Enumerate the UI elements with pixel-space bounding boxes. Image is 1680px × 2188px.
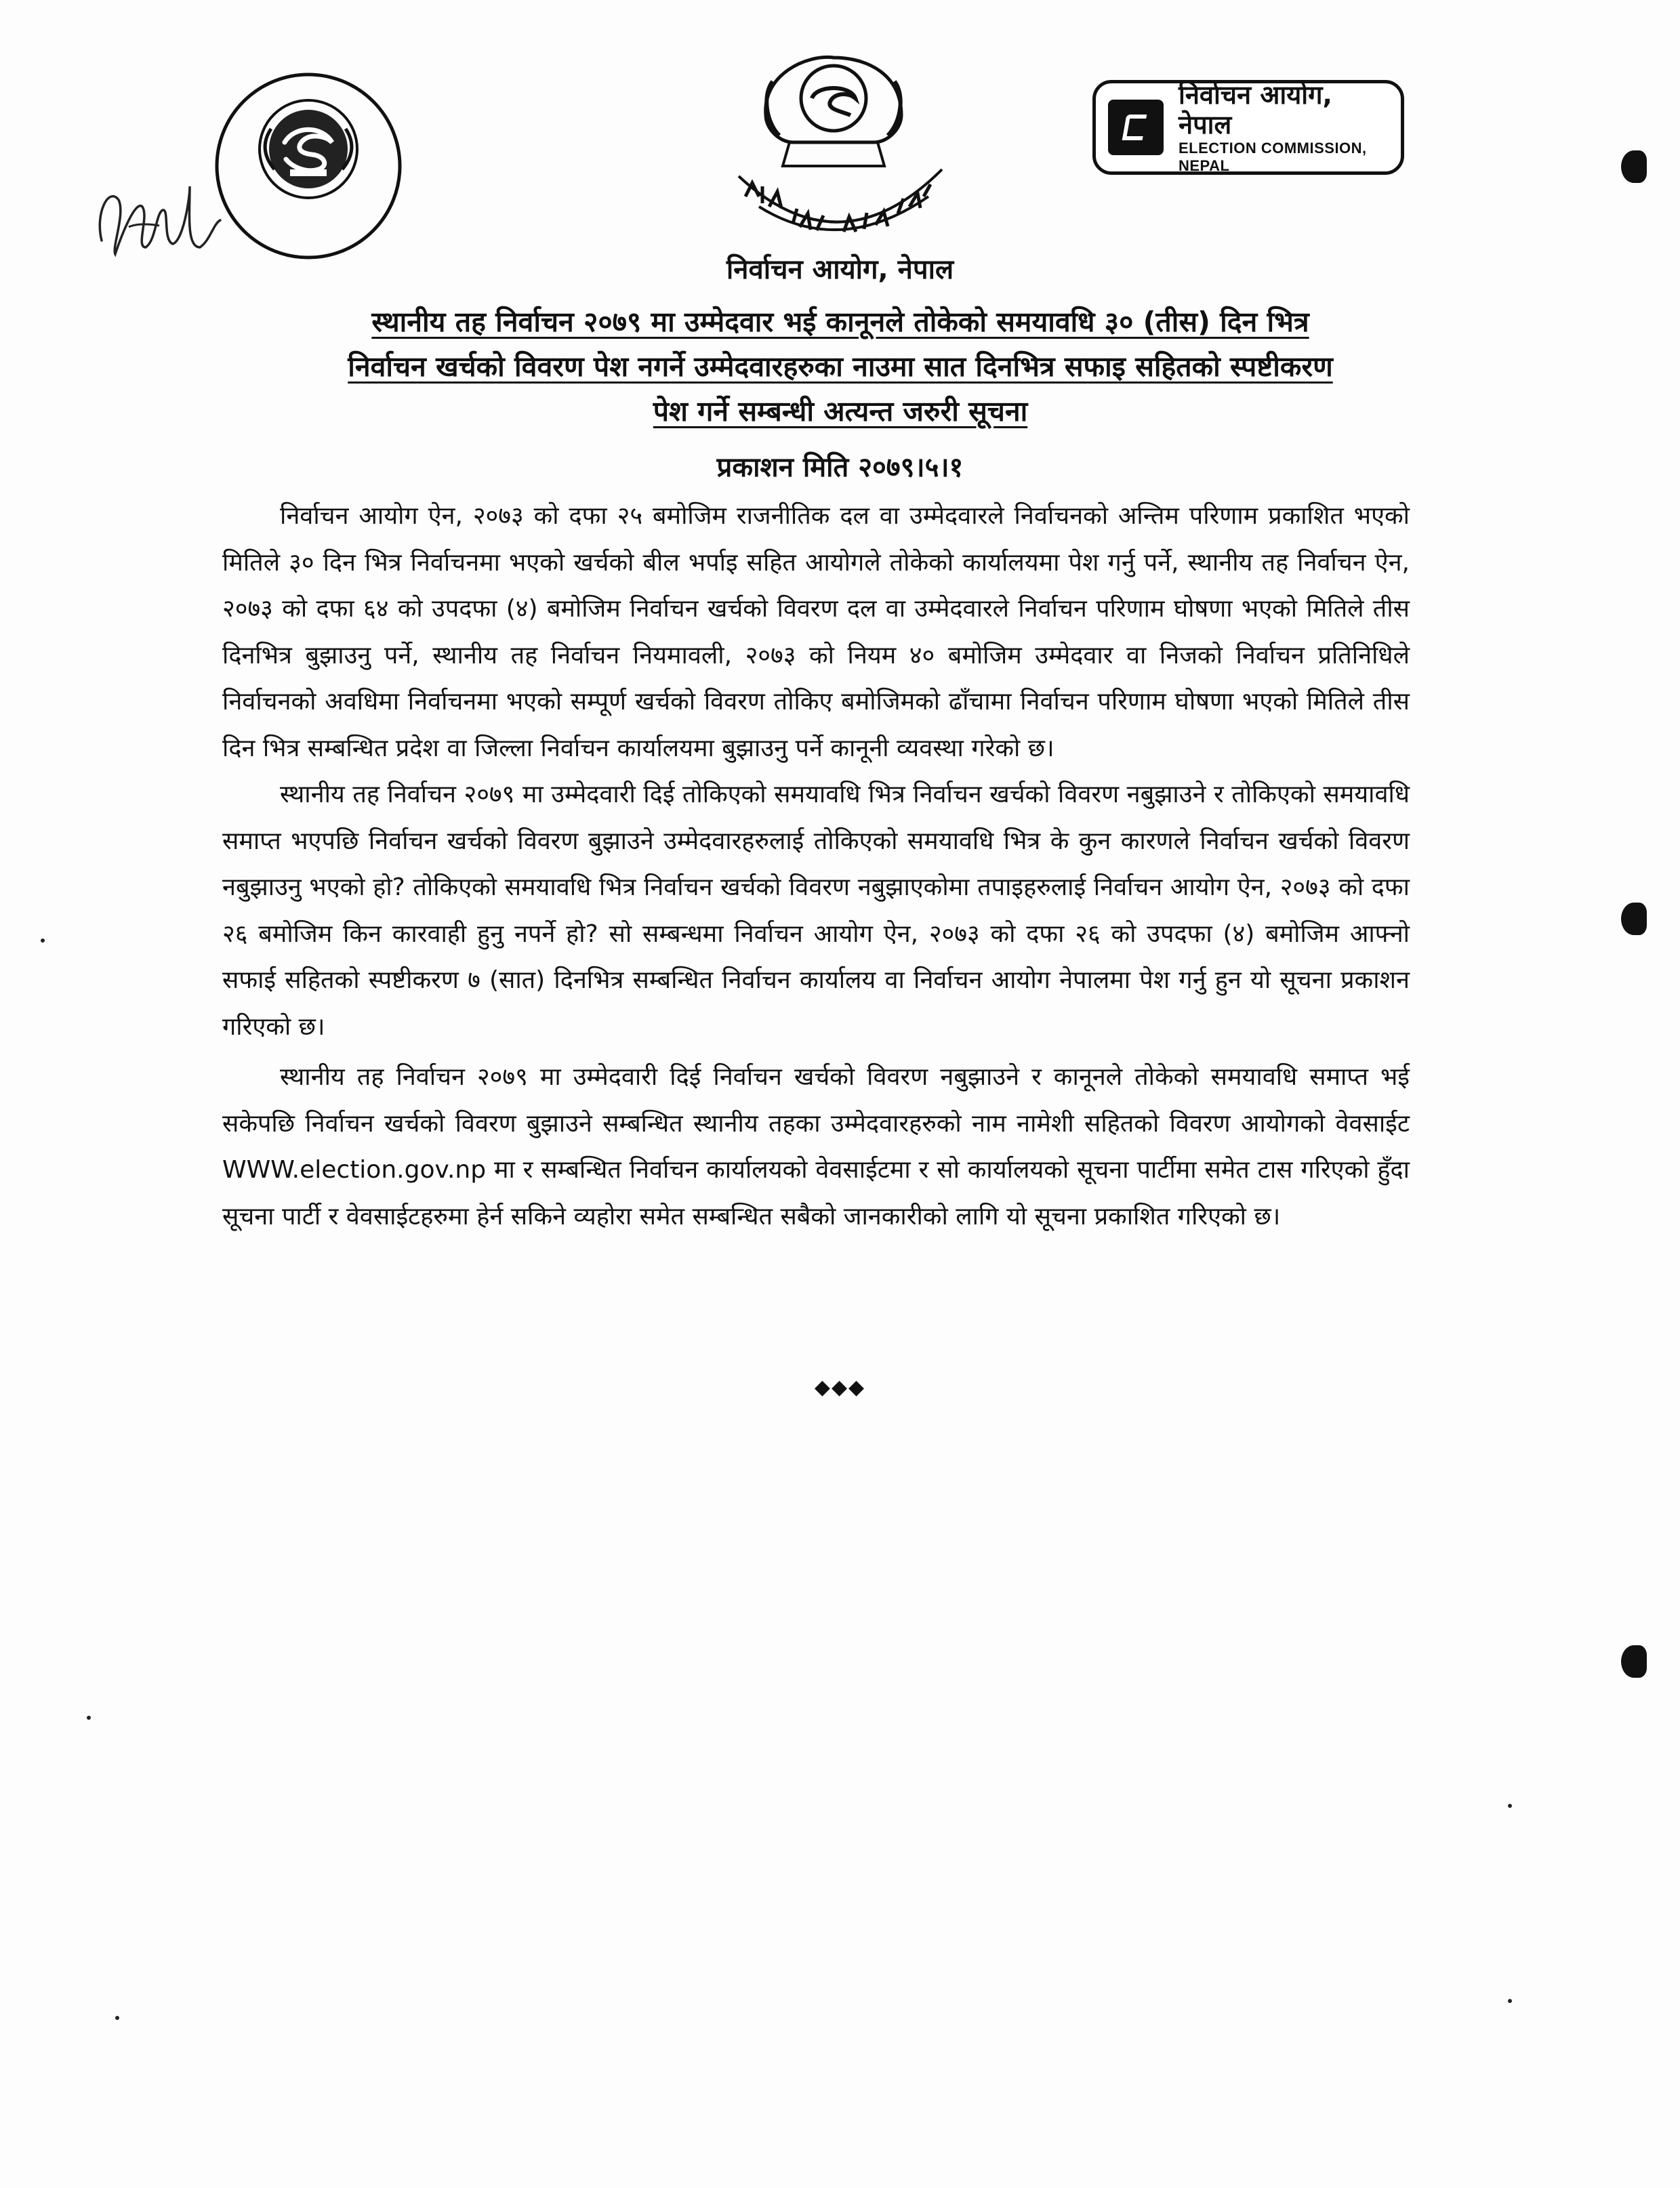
district-office-stamp — [698, 41, 983, 264]
punch-hole-shadow — [1621, 1645, 1647, 1678]
punch-hole-shadow — [1621, 903, 1647, 935]
ballot-icon — [1108, 100, 1164, 155]
body-paragraph-1: निर्वाचन आयोग ऐन, २०७३ को दफा २५ बमोजिम राजनीतिक दल वा उम्मेदवारले निर्वाचनको अन्तिम परिणाम प्रकाशित भएको मितिले ३० दिन भित्र निर्वाचनमा भएको खर्चको बील भर्पाइ सहित आयोगले तोकेको कार्यालयमा पेश गर्नु पर्ने, स्थानीय तह निर्वाचन ऐन, २०७३ को दफा ६४ को उपदफा (४) बमोजिम निर्वाचन खर्चको विवरण दल वा उम्मेदवारले निर्वाचन परिणाम घोषणा भएको मितिले तीस दिनभित्र बुझाउनु पर्ने, स्थानीय तह निर्वाचन नियमावली, २०७३ को नियम ४० बमोजिम उम्मेदवार वा निजको निर्वाचन प्रतिनिधिले निर्वाचनको अवधिमा निर्वाचनमा भएको सम्पूर्ण खर्चको विवरण तोकिए बमोजिमको ढाँचामा निर्वाचन परिणाम घोषणा भएको मितिले तीस दिन भित्र सम्बन्धित प्रदेश वा जिल्ला निर्वाचन कार्यालयमा बुझाउनु पर्ने कानूनी व्यवस्था गरेको छ। — [222, 502, 1410, 762]
end-of-notice-mark: ◆◆◆ — [814, 1376, 866, 1399]
publication-date: प्रकाशन मिति २०७९।५।१ — [716, 452, 964, 483]
body-paragraph-3: स्थानीय तह निर्वाचन २०७९ मा उम्मेदवारी दिई निर्वाचन खर्चको विवरण नबुझाउने र कानूनले तोकेको समयावधि समाप्त भई सकेपछि निर्वाचन खर्चको विवरण बुझाउने सम्बन्धित स्थानीय तहका उम्मेदवारहरुको नाम नामेशी सहितको विवरण आयोगको वेवसाईट WWW.election.gov.np मा र सम्बन्धित निर्वाचन कार्यालयको वेवसाईटमा र सो कार्यालयको सूचना पार्टीमा समेत टास गरिएको हुँदा सूचना पार्टी र वेवसाईटहरुमा हेर्न सकिने व्यहोरा समेत सम्बन्धित सबैको जानकारीको लागि यो सूचना प्रकाशित गरिएको छ। — [222, 1063, 1410, 1231]
scan-speck — [87, 1716, 91, 1720]
left-round-seal — [210, 68, 407, 264]
scan-speck — [1508, 1804, 1512, 1808]
ec-logo-english-text: ELECTION COMMISSION, NEPAL — [1179, 140, 1367, 174]
punch-hole-shadow — [1621, 150, 1647, 183]
title-line-2: निर्वाचन खर्चको विवरण पेश नगर्ने उम्मेदवारहरुका नाउमा सात दिनभित्र सफाइ सहितको स्पष्टीकरण — [348, 350, 1333, 383]
notice-title — [203, 300, 1477, 434]
election-commission-logo — [1092, 80, 1404, 175]
title-line-1: स्थानीय तह निर्वाचन २०७९ मा उम्मेदवार भई कानूनले तोकेको समयावधि ३० (तीस) दिन भित्र — [371, 306, 1309, 338]
title-line-3: पेश गर्ने सम्बन्धी अत्यन्त जरुरी सूचना — [653, 395, 1028, 428]
body-paragraph-2: स्थानीय तह निर्वाचन २०७९ मा उम्मेदवारी दिई तोकिएको समयावधि भित्र निर्वाचन खर्चको विवरण नबुझाउने र तोकिएको समयावधि समाप्त भएपछि निर्वाचन खर्चको विवरण बुझाउने उम्मेदवारहरुलाई तोकिएको समयावधि भित्र के कुन कारणले निर्वाचन खर्चको विवरण नबुझाउनु भएको हो? तोकिएको समयावधि भित्र निर्वाचन खर्चको विवरण नबुझाएकोमा तपाइहरुलाई निर्वाचन आयोग ऐन, २०७३ को दफा २६ बमोजिम किन कारवाही हुनु नपर्ने हो? सो सम्बन्धमा निर्वाचन आयोग ऐन, २०७३ को दफा २६ को उपदफा (४) बमोजिम आफ्नो सफाई सहितको स्पष्टीकरण ७ (सात) दिनभित्र सम्बन्धित निर्वाचन कार्यालय वा निर्वाचन आयोग नेपालमा पेश गर्नु हुन यो सूचना प्रकाशन गरिएको छ। — [222, 781, 1410, 1041]
scan-speck — [115, 2016, 119, 2020]
scan-speck — [41, 938, 45, 943]
scan-speck — [1508, 1999, 1512, 2003]
ec-logo-nepali-text: निर्वाचन आयोग, नेपाल — [1179, 80, 1332, 140]
notice-body — [222, 493, 1410, 1240]
organization-name: निर्वाचन आयोग, नेपाल — [726, 254, 954, 285]
